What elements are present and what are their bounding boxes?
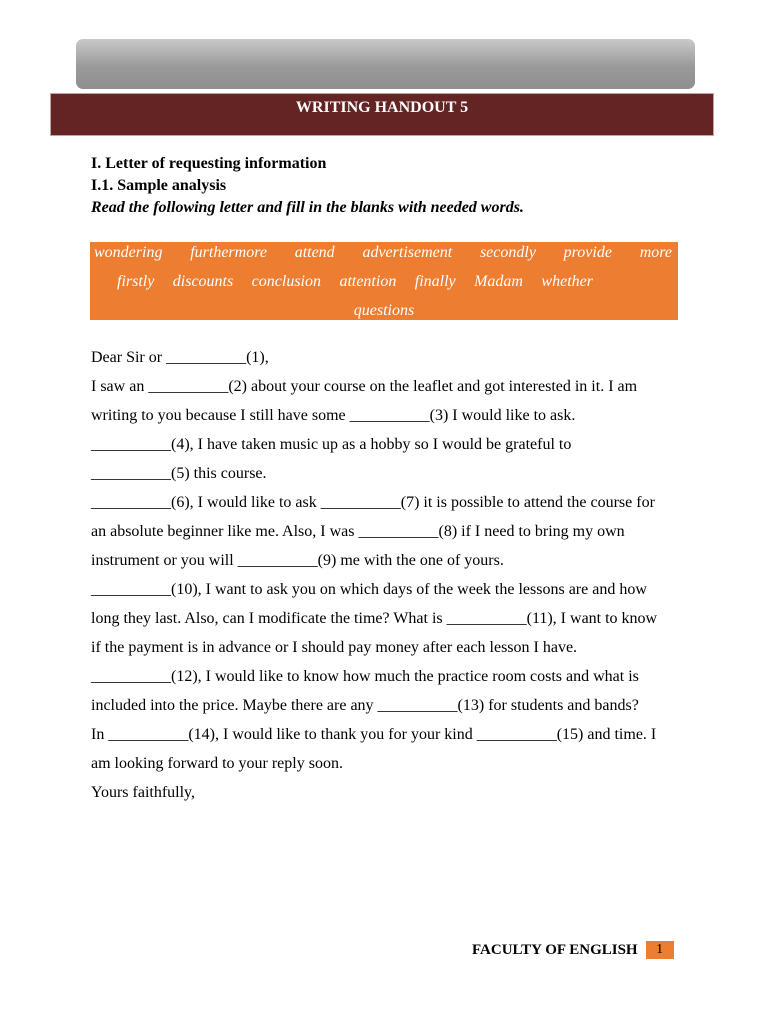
letter-line: included into the price. Maybe there are any __________(13) for students and bands? <box>91 697 639 714</box>
letter-line: am looking forward to your reply soon. <box>91 755 343 772</box>
letter-line: __________(10), I want to ask you on which days of the week the lessons are and how <box>91 581 647 598</box>
word-bank-row <box>90 272 678 292</box>
word-bank-item: wondering <box>94 244 163 261</box>
instruction-text: Read the following letter and fill in the blanks with needed words. <box>91 199 524 216</box>
letter-line: __________(12), I would like to know how much the practice room costs and what is <box>91 668 639 685</box>
page-footer <box>472 941 674 959</box>
letter-line: __________(5) this course. <box>91 465 267 482</box>
word-bank-row <box>90 243 678 263</box>
word-bank-box <box>90 242 678 320</box>
word-bank-row <box>90 301 678 321</box>
subsection-heading: I.1. Sample analysis <box>91 177 227 194</box>
word-bank-item: furthermore <box>190 244 267 261</box>
letter-line: long they last. Also, can I modificate the time? What is __________(11), I want to know <box>91 610 658 627</box>
word-bank-item: Madam <box>474 273 523 290</box>
header-decoration-bar <box>76 39 695 89</box>
letter-line: __________(4), I have taken music up as a hobby so I would be grateful to <box>91 436 572 453</box>
letter-line: I saw an __________(2) about your course on the leaflet and got interested in it. I am <box>91 378 638 395</box>
word-bank-item: attend <box>294 244 335 261</box>
section-heading: I. Letter of requesting information <box>91 155 327 172</box>
letter-line: Dear Sir or __________(1), <box>91 349 269 366</box>
word-bank-item: firstly <box>117 273 155 290</box>
letter-line: if the payment is in advance or I should pay money after each lesson I have. <box>91 639 578 656</box>
letter-line: In __________(14), I would like to thank you for your kind __________(15) and time. I <box>91 726 657 743</box>
word-bank-item: finally <box>414 273 456 290</box>
word-bank-item: conclusion <box>251 273 321 290</box>
footer-label: FACULTY OF ENGLISH <box>472 941 638 958</box>
letter-line: writing to you because I still have some __________(3) I would like to ask. <box>91 407 576 424</box>
word-bank-item: secondly <box>479 244 536 261</box>
letter-line: Yours faithfully, <box>91 784 196 801</box>
letter-line: an absolute beginner like me. Also, I was __________(8) if I need to bring my own <box>91 523 625 540</box>
title-banner <box>50 93 714 136</box>
word-bank-item: more <box>639 244 672 261</box>
word-bank-item: attention <box>339 273 397 290</box>
sample-letter <box>91 347 691 811</box>
word-bank-item: questions <box>353 302 415 319</box>
letter-line: instrument or you will __________(9) me with the one of yours. <box>91 552 504 569</box>
word-bank-item: discounts <box>172 273 234 290</box>
word-bank-item: advertisement <box>362 244 453 261</box>
word-bank-item: whether <box>541 273 593 290</box>
letter-line: __________(6), I would like to ask __________(7) it is possible to attend the course for <box>91 494 655 511</box>
page-number: 1 <box>646 941 674 959</box>
word-bank-item: provide <box>563 244 612 261</box>
page-title: WRITING HANDOUT 5 <box>295 98 469 116</box>
